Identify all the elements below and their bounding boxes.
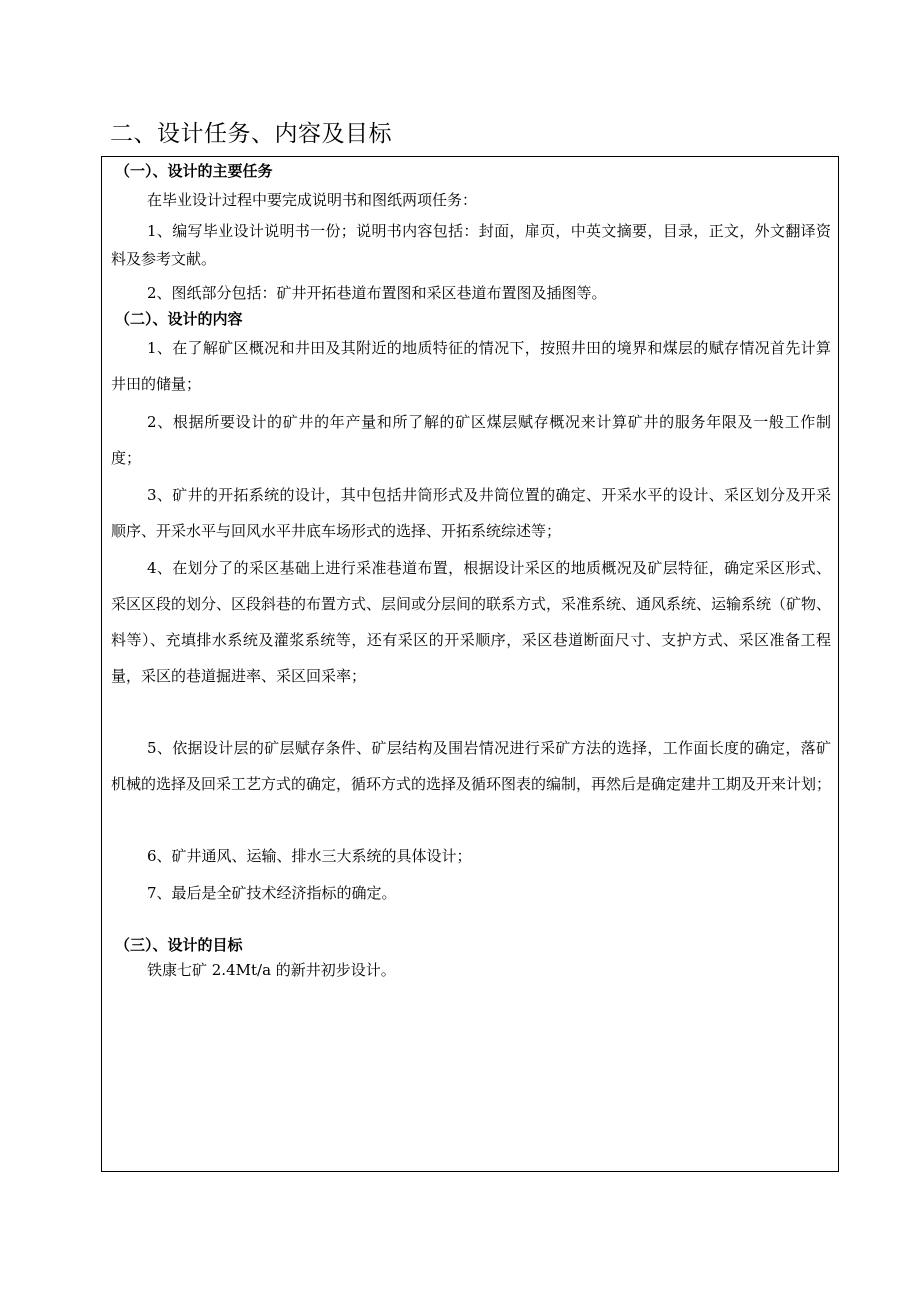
content-item-4: 4、在划分了的采区基础上进行采准巷道布置，根据设计采区的地质概况及矿层特征，确定采区形式、采区区段的划分、区段斜巷的布置方式、层间或分层间的联系方式，采准系统、通风系统、运输系统（矿物、料等）、充填排水系统及灌浆系统等，还有采区的开采顺序，采区巷道断面尺寸、支护方式、采区准备工程量，采区的巷道掘进率、采区回采率；	[111, 559, 832, 685]
page-heading: 二、设计任务、内容及目标	[110, 121, 392, 147]
goal-text: 铁康七矿 2.4Mt/a 的新井初步设计。	[147, 961, 396, 979]
section-heading-content: （二）、设计的内容	[115, 310, 243, 328]
content-item-1: 1、在了解矿区概况和井田及其附近的地质特征的情况下，按照井田的境界和煤层的赋存情况首先计算井田的储量；	[111, 339, 831, 393]
section-heading-goal: （三）、设计的目标	[115, 936, 243, 954]
main-tasks-intro: 在毕业设计过程中要完成说明书和图纸两项任务：	[147, 191, 478, 209]
content-item-6: 6、矿井通风、运输、排水三大系统的具体设计；	[147, 847, 472, 865]
content-item-7: 7、最后是全矿技术经济指标的确定。	[147, 884, 397, 902]
content-item-2: 2、根据所要设计的矿井的年产量和所了解的矿区煤层赋存概况来计算矿井的服务年限及一般工作制度；	[111, 413, 831, 467]
main-tasks-item-2: 2、图纸部分包括：矿井开拓巷道布置图和采区巷道布置图及插图等。	[147, 284, 607, 302]
content-item-5: 5、依据设计层的矿层赋存条件、矿层结构及围岩情况进行采矿方法的选择，工作面长度的确定，落矿机械的选择及回采工艺方式的确定，循环方式的选择及循环图表的编制，再然后是确定建井工期及开来计划；	[111, 739, 832, 793]
main-tasks-item-1: 1、编写毕业设计说明书一份；说明书内容包括：封面，扉页，中英文摘要，目录，正文，外文翻译资料及参考文献。	[111, 222, 831, 268]
section-heading-main-tasks: （一）、设计的主要任务	[115, 162, 273, 180]
content-item-3: 3、矿井的开拓系统的设计，其中包括井筒形式及井筒位置的确定、开采水平的设计、采区划分及开采顺序、开采水平与回风水平井底车场形式的选择、开拓系统综述等；	[111, 486, 831, 540]
